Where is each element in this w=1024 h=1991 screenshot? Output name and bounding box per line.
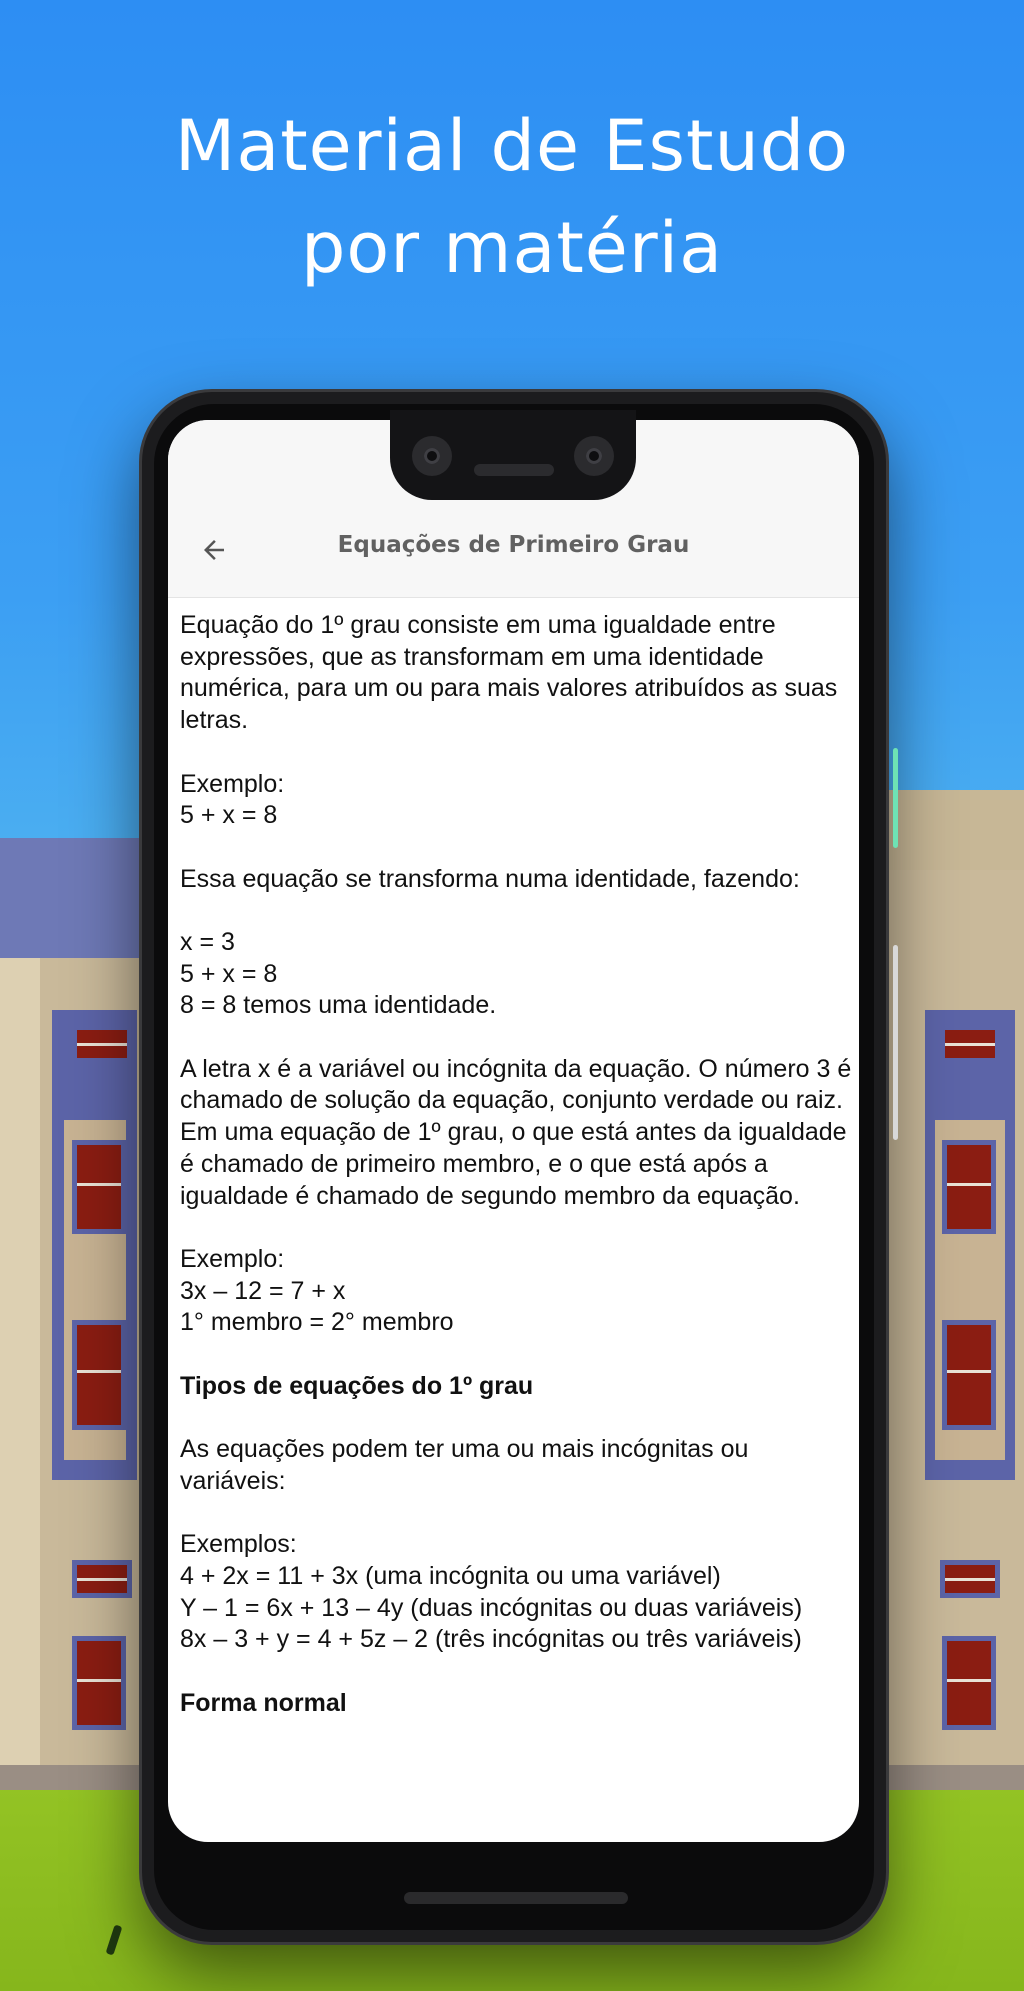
example2-label: Exemplo:	[180, 1244, 285, 1273]
heading-normal-form: Forma normal	[180, 1688, 347, 1717]
example2-equation: 3x – 12 = 7 + x	[180, 1276, 346, 1305]
headline-line-1: Material de Estudo	[174, 105, 850, 187]
volume-button	[893, 945, 898, 1140]
building-window	[942, 1140, 996, 1234]
paragraph-types: As equações podem ter uma ou mais incógnitas ou variáveis:	[180, 1435, 749, 1495]
step-1: x = 3	[180, 927, 235, 956]
building-window	[72, 1560, 132, 1598]
building-window	[940, 1560, 1000, 1598]
building-window	[942, 1636, 996, 1730]
example-label: Exemplo:	[180, 769, 285, 798]
camera-notch	[390, 410, 636, 500]
building-window	[72, 1320, 126, 1430]
building-window	[72, 1025, 132, 1063]
building-left-roof	[0, 838, 145, 958]
heading-types: Tipos de equações do 1º grau	[180, 1371, 534, 1400]
building-window	[942, 1320, 996, 1430]
paragraph-variable: A letra x é a variável ou incógnita da equação. O número 3 é chamado de solução da equação, conjunto verdade ou raiz.	[180, 1054, 852, 1115]
paragraph-intro: Equação do 1º grau consiste em uma igualdade entre expressões, que as transformam em uma identidade numérica, para um ou para mais valores atribuídos as suas letras.	[180, 611, 838, 735]
step-2: 5 + x = 8	[180, 959, 278, 988]
page-title: Equações de Primeiro Grau	[337, 532, 690, 558]
example-item-2: Y – 1 = 6x + 13 – 4y (duas incógnitas ou duas variáveis)	[180, 1593, 803, 1622]
camera-icon	[574, 436, 614, 476]
camera-icon	[412, 436, 452, 476]
power-button	[893, 748, 898, 848]
back-button[interactable]	[194, 530, 234, 570]
home-indicator	[404, 1892, 628, 1904]
building-window	[940, 1025, 1000, 1063]
example2-members: 1° membro = 2° membro	[180, 1308, 454, 1337]
example-item-1: 4 + 2x = 11 + 3x (uma incógnita ou uma variável)	[180, 1561, 721, 1590]
example-item-3: 8x – 3 + y = 4 + 5z – 2 (três incógnitas ou três variáveis)	[180, 1625, 802, 1654]
headline-line-2: por matéria	[300, 207, 723, 289]
paragraph-transform: Essa equação se transforma numa identidade, fazendo:	[180, 864, 800, 893]
headline	[0, 95, 1024, 299]
examples-label: Exemplos:	[180, 1530, 297, 1559]
step-3: 8 = 8 temos uma identidade.	[180, 991, 497, 1020]
building-window	[72, 1636, 126, 1730]
building-window	[72, 1140, 126, 1234]
arrow-left-icon	[199, 535, 229, 565]
speaker-grille	[474, 464, 554, 476]
building-left-wall-light	[0, 958, 40, 1778]
phone-screen	[168, 420, 859, 1842]
paragraph-members: Em uma equação de 1º grau, o que está antes da igualdade é chamado de primeiro membro, e o que está após a igualdade é chamado de segundo membro da equação.	[180, 1118, 847, 1210]
article-content	[180, 610, 856, 1719]
example-equation: 5 + x = 8	[180, 801, 278, 830]
